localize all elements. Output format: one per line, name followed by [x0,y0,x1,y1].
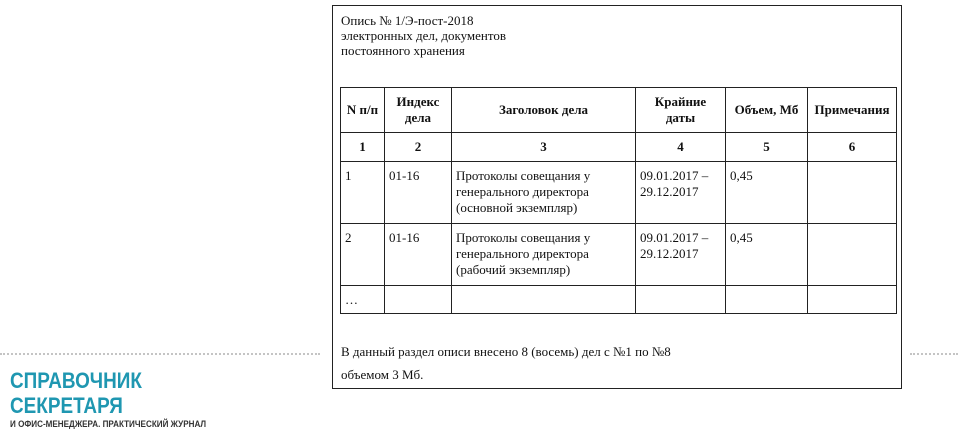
table-row [341,162,897,224]
header-notes: Примечания [808,88,897,133]
header-volume: Объем, Мб [726,88,808,133]
cell-dates: 09.01.2017 – 29.12.2017 [636,162,726,224]
column-number: 3 [452,133,636,162]
cell-volume: 0,45 [726,162,808,224]
cell-index: 01-16 [385,224,452,286]
column-number-row [341,133,897,162]
header-dates: Крайние даты [636,88,726,133]
table-header-row [341,88,897,133]
header-num: N п/п [341,88,385,133]
column-number: 2 [385,133,452,162]
footer-line-2: объемом 3 Мб. [341,367,424,382]
logo-line-1: СПРАВОЧНИК [10,368,142,393]
header-index: Индекс дела [385,88,452,133]
logo-subtitle: И ОФИС-МЕНЕДЖЕРА. ПРАКТИЧЕСКИЙ ЖУРНАЛ [10,419,207,429]
column-number: 6 [808,133,897,162]
header-title: Заголовок дела [452,88,636,133]
inventory-document [332,5,902,389]
cell-notes [808,224,897,286]
cell-empty [808,286,897,314]
column-number: 1 [341,133,385,162]
cell-dates: 09.01.2017 – 29.12.2017 [636,224,726,286]
cell-notes [808,162,897,224]
cell-empty [452,286,636,314]
cell-index: 01-16 [385,162,452,224]
table-row-ellipsis [341,286,897,314]
dotted-divider-right [910,353,958,355]
title-line-2: электронных дел, документов [341,28,507,43]
cell-num: 2 [341,224,385,286]
title-line-3: постоянного хранения [341,43,465,58]
footer-line-1: В данный раздел описи внесено 8 (восемь) дел с №1 по №8 [341,344,671,359]
title-line-1: Опись № 1/Э-пост-2018 [341,13,474,28]
inventory-table [340,87,897,314]
document-title [341,13,506,58]
column-number: 5 [726,133,808,162]
cell-title: Протоколы совещания у генерального директора (основной экземпляр) [452,162,636,224]
magazine-logo [10,368,310,429]
document-footer [341,340,671,386]
column-number: 4 [636,133,726,162]
cell-volume: 0,45 [726,224,808,286]
cell-empty [385,286,452,314]
table-row [341,224,897,286]
cell-title: Протоколы совещания у генерального директора (рабочий экземпляр) [452,224,636,286]
dotted-divider-left [0,353,320,355]
cell-num: 1 [341,162,385,224]
logo-line-2: СЕКРЕТАРЯ [10,393,123,418]
cell-empty [636,286,726,314]
cell-empty [726,286,808,314]
cell-ellipsis: … [341,286,385,314]
